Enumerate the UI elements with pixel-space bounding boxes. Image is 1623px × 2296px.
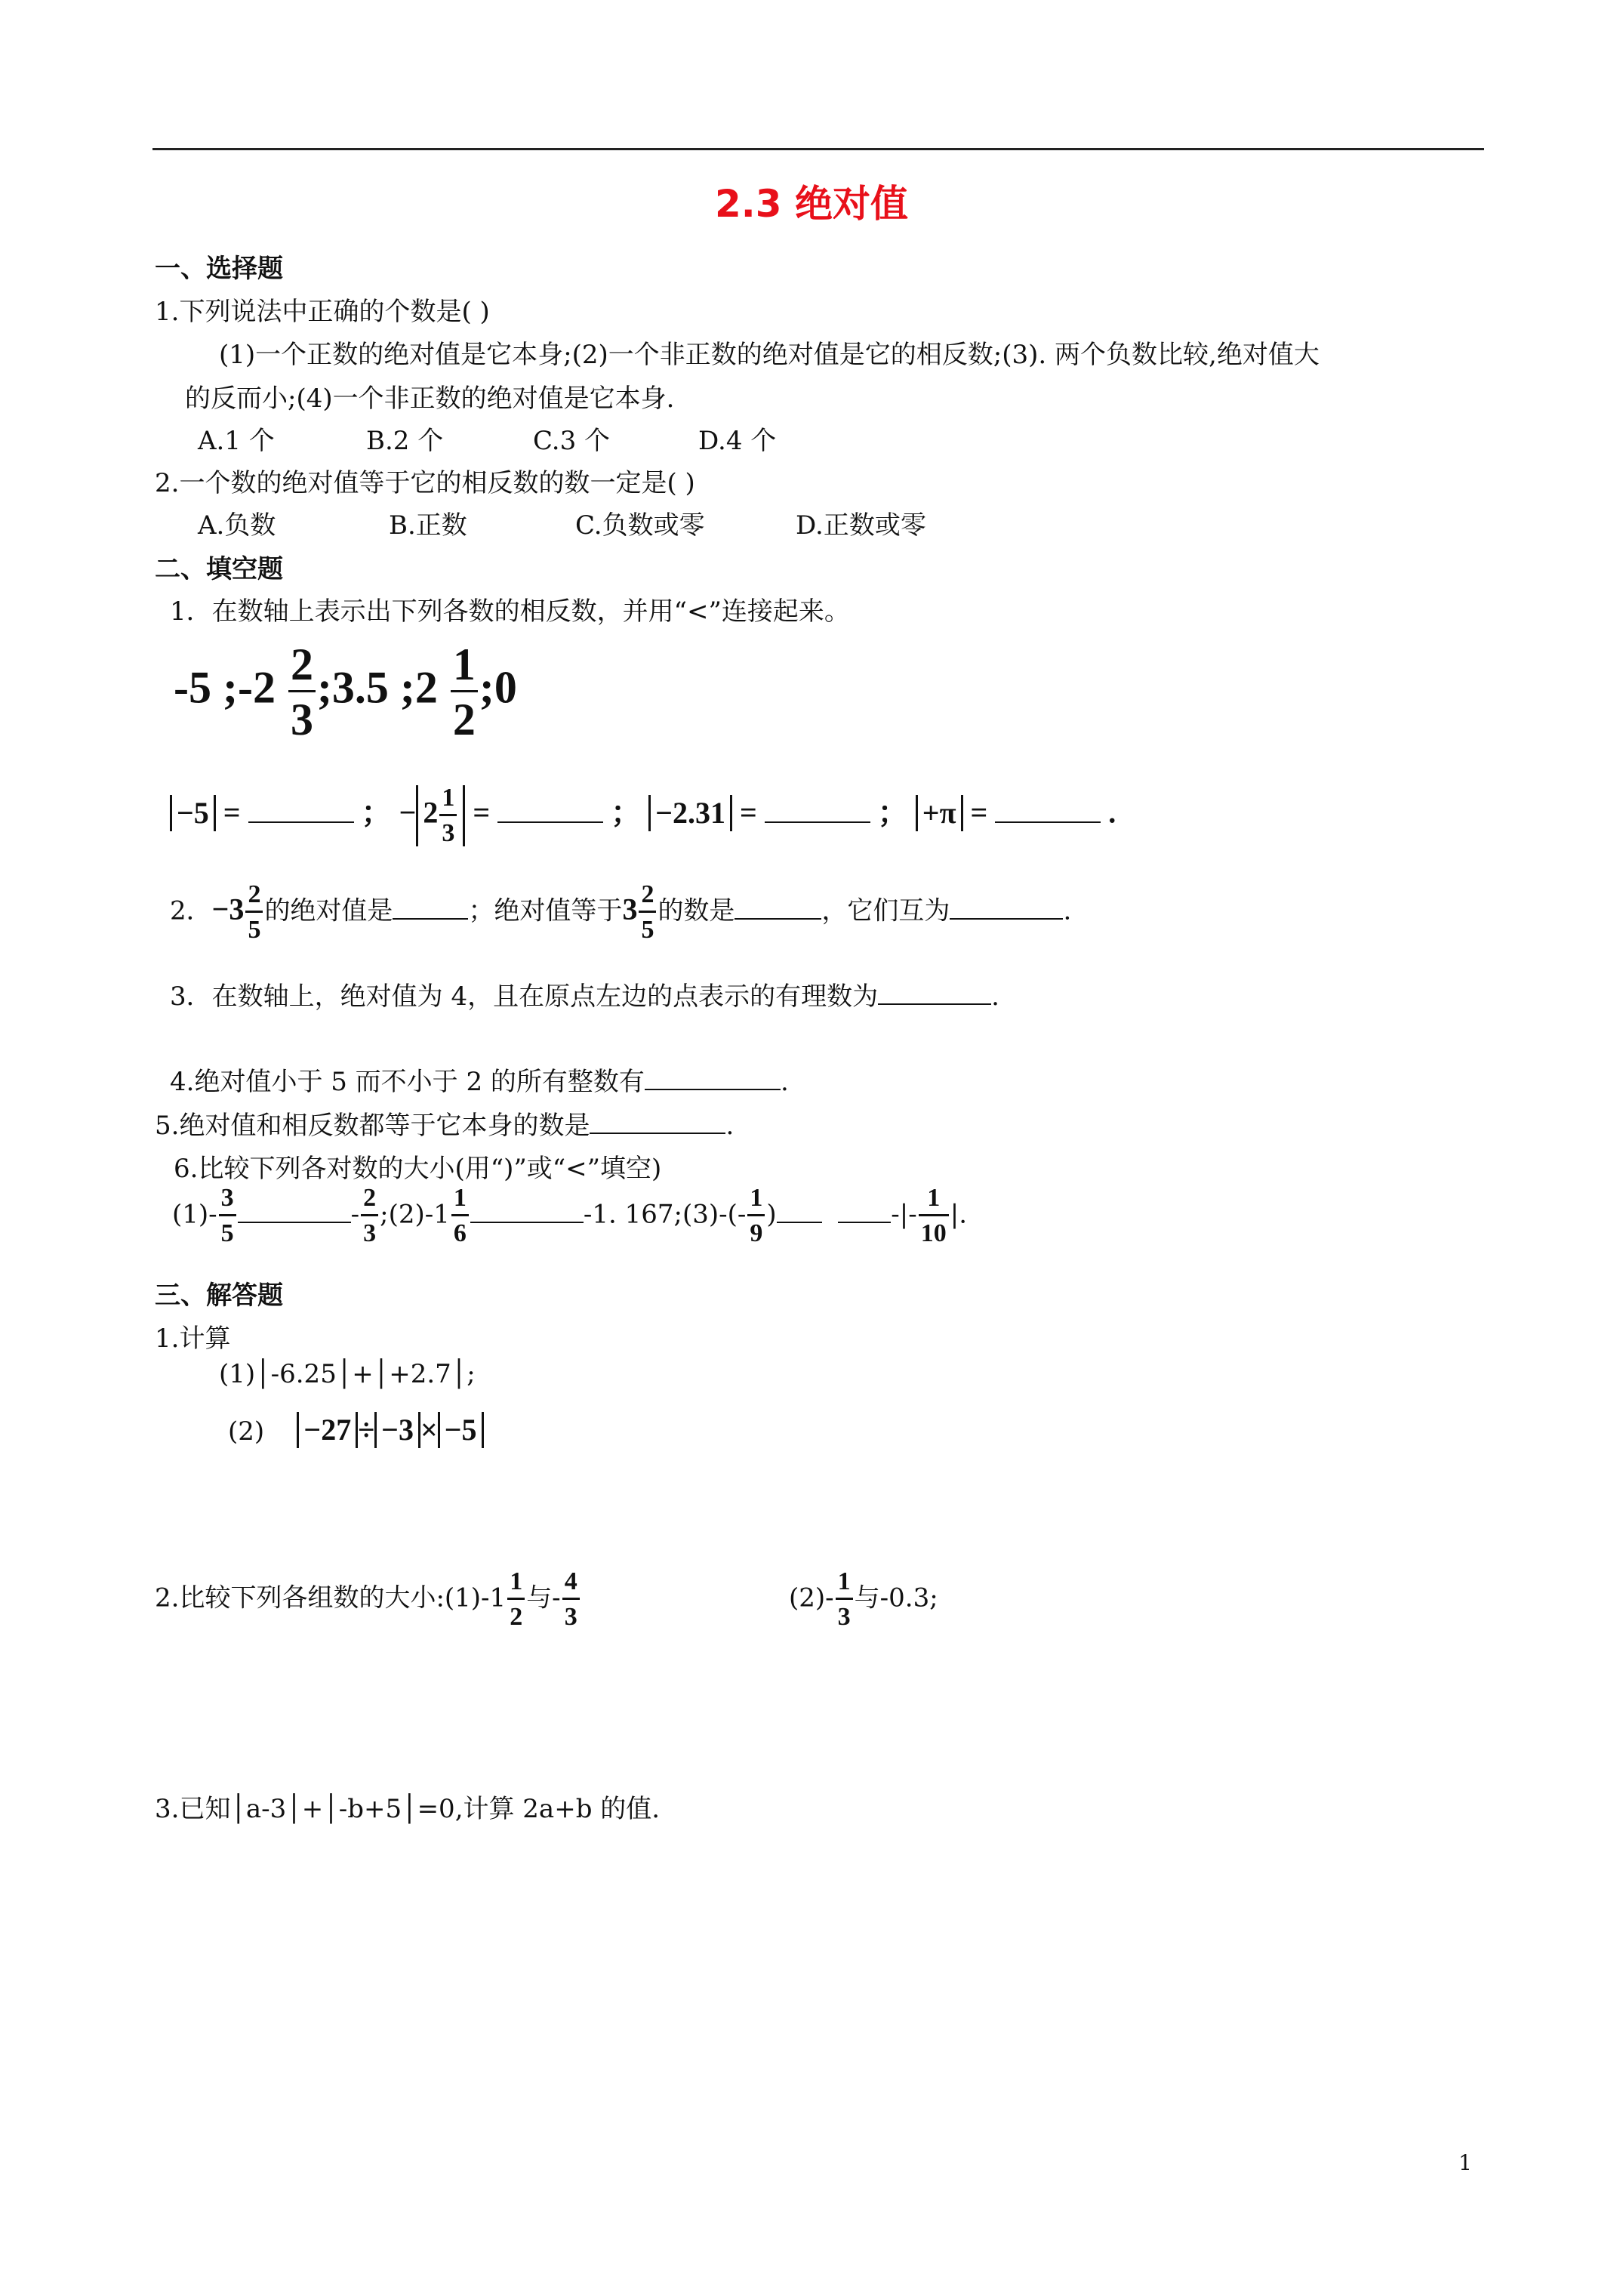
s2-pre: 2.比较下列各组数的大小:(1)-1: [155, 1583, 507, 1613]
f4-line: [170, 1061, 789, 1098]
f5-text: 5.绝对值和相反数都等于它本身的数是: [155, 1111, 590, 1141]
abs-blank-2: [497, 791, 603, 823]
f6-frac-b-num: 2: [361, 1185, 378, 1216]
abs-4: +π: [916, 795, 963, 831]
f5-blank: [590, 1107, 725, 1134]
q2-option-c: C.负数或零: [575, 510, 705, 541]
f1-stem: 1．在数轴上表示出下列各数的相反数，并用“<”连接起来。: [170, 596, 850, 627]
f6-frac-c: [451, 1185, 469, 1247]
abs-blank-3: [765, 791, 870, 823]
f6-blank-3a: [777, 1196, 822, 1223]
f1-num-2: ;3.5 ;2: [316, 662, 438, 713]
f2-frac-1: [245, 882, 263, 943]
q1-line2: 的反而小;(4)一个非正数的绝对值是它本身.: [185, 384, 675, 414]
s1-stem: 1.计算: [155, 1324, 231, 1354]
s2-part2: [789, 1569, 938, 1630]
s2-line: [155, 1569, 581, 1630]
f6-p2: ;(2)-1: [380, 1199, 450, 1230]
f6-frac-e-den: 10: [920, 1219, 947, 1247]
q1-option-b: B.2 个: [366, 426, 444, 456]
s2-frac-b: [562, 1569, 580, 1630]
q1-option-d: D.4 个: [698, 426, 777, 456]
f6-m2: -1. 167;(3)-(-: [583, 1199, 747, 1230]
f1-frac-2: [451, 639, 478, 744]
f6-frac-e: [919, 1185, 949, 1247]
f6-m3: ): [766, 1199, 777, 1230]
page-title: 2.3 绝对值: [715, 182, 908, 226]
q2-option-d: D.正数或零: [796, 510, 926, 541]
f3-blank: [878, 978, 991, 1005]
abs-eq-3: =: [739, 795, 757, 830]
f2-frac-2: [639, 882, 656, 943]
f6-frac-d: [747, 1185, 765, 1247]
q1-line1: (1)一个正数的绝对值是它本身;(2)一个非正数的绝对值是它的相反数;(3). 两个负数比较,绝对值大: [219, 340, 1320, 370]
page-number: 1: [1458, 2150, 1472, 2175]
s2-pre2: (2)-: [789, 1583, 834, 1613]
f2-blank-2: [735, 892, 821, 920]
abs-end: .: [1108, 795, 1116, 830]
f2-blank-3: [950, 892, 1063, 920]
f1-num-3: ;0: [479, 662, 517, 713]
s2-frac-c-den: 3: [837, 1603, 851, 1631]
f4-text: 4.绝对值小于 5 而不小于 2 的所有整数有: [170, 1067, 645, 1097]
s1-part1: (1)│-6.25│+│+2.7│;: [219, 1359, 476, 1389]
q1-option-a: A.1 个: [198, 426, 275, 456]
abs-neg: −: [399, 795, 417, 830]
section-fill: 二、填空题: [155, 554, 283, 584]
abs-blank-1: [248, 791, 354, 823]
f6-frac-e-num: 1: [919, 1185, 949, 1216]
f2-t4: ，它们互为: [821, 895, 950, 926]
f2-frac-2-num: 2: [639, 882, 656, 913]
f6-blank-3b: [838, 1196, 891, 1223]
f6-stem: 6.比较下列各对数的大小(用“)”或“<”填空): [174, 1154, 662, 1184]
abs-1: −5: [170, 795, 216, 831]
f1-frac-2-num: 1: [451, 642, 478, 692]
q2-option-b: B.正数: [389, 510, 467, 541]
s1-abs-3: −5: [438, 1412, 484, 1448]
f2-t3: 的数是: [658, 895, 735, 926]
s2-end: 与-0.3;: [854, 1583, 938, 1613]
f2-end: .: [1063, 895, 1072, 926]
s2-frac-b-den: 3: [564, 1603, 577, 1631]
s2-frac-a-num: 1: [507, 1569, 525, 1600]
s1-abs-2: −3: [374, 1412, 420, 1448]
f3-end: .: [991, 982, 999, 1012]
f1-frac-1-den: 3: [290, 695, 313, 744]
f1-numbers: [174, 639, 517, 744]
f6-frac-c-num: 1: [451, 1185, 469, 1216]
s1-mul: ×: [420, 1413, 438, 1447]
abs-eq-4: =: [970, 795, 988, 830]
q2-stem: 2.一个数的绝对值等于它的相反数的数一定是( ): [155, 468, 695, 498]
f6-blank-2: [470, 1196, 584, 1223]
abs-3: −2.31: [648, 795, 732, 831]
f2-t1: 的绝对值是: [264, 895, 393, 926]
f1-frac-1-num: 2: [288, 642, 316, 692]
s1-part2-expr: [297, 1413, 483, 1447]
f2-frac-2-den: 5: [641, 916, 654, 944]
f6-frac-a-den: 5: [220, 1219, 234, 1247]
f5-end: .: [725, 1111, 735, 1141]
f6-frac-a: [219, 1185, 236, 1247]
q1-stem: 1.下列说法中正确的个数是( ): [155, 297, 490, 327]
f2-frac-1-num: 2: [245, 882, 263, 913]
f1-frac-1: [288, 639, 316, 744]
s1-div: ÷: [358, 1413, 375, 1447]
f4-end: .: [780, 1067, 789, 1097]
s2-frac-c: [836, 1569, 853, 1630]
s2-frac-b-num: 4: [562, 1569, 580, 1600]
s2-mid: 与-: [526, 1583, 561, 1613]
section-answer: 三、解答题: [155, 1281, 283, 1311]
abs-eq-1: =: [223, 795, 241, 830]
abs-sep-2: ；: [611, 795, 642, 830]
s1-part2-label: (2): [228, 1416, 265, 1447]
f6-frac-d-num: 1: [747, 1185, 765, 1216]
f2-neg: −3: [211, 892, 245, 926]
f6-m1: -: [350, 1199, 360, 1230]
f1-num-1: -5 ;-2: [174, 662, 276, 713]
f6-row: [172, 1185, 967, 1247]
f5-line: [155, 1105, 734, 1142]
f6-frac-a-num: 3: [219, 1185, 236, 1216]
s2-frac-a-den: 2: [510, 1603, 523, 1631]
abs-row: [170, 785, 1116, 846]
f6-frac-b-den: 3: [363, 1219, 377, 1247]
f3-text: 3．在数轴上，绝对值为 4，且在原点左边的点表示的有理数为: [170, 982, 879, 1012]
s2-frac-c-num: 1: [836, 1569, 853, 1600]
f6-blank-1: [238, 1196, 351, 1223]
abs-blank-4: [995, 791, 1101, 823]
abs-2-frac: [439, 785, 457, 846]
f6-end: |.: [950, 1199, 967, 1230]
f2-whole-2: 3: [622, 892, 638, 926]
f4-blank: [645, 1063, 781, 1090]
f3-line: [170, 975, 999, 1012]
abs-sep-1: ；: [361, 795, 392, 830]
f2-blank-1: [393, 892, 468, 920]
f6-frac-c-den: 6: [453, 1219, 467, 1247]
f6-frac-b: [361, 1185, 378, 1247]
q1-option-c: C.3 个: [533, 426, 611, 456]
f2-pre: 2．: [170, 895, 212, 926]
section-choice: 一、选择题: [155, 254, 283, 284]
q2-option-a: A.负数: [198, 510, 276, 541]
s3-line: 3.已知│a-3│+│-b+5│=0,计算 2a+b 的值.: [155, 1794, 661, 1824]
abs-eq-2: =: [473, 795, 491, 830]
f6-m4: -|-: [891, 1199, 917, 1230]
s1-part2: [228, 1412, 484, 1448]
f2-t2: ；绝对值等于: [468, 895, 623, 926]
f2-line: [170, 882, 1071, 943]
s1-abs-1: −27: [297, 1412, 358, 1448]
abs-sep-3: ；: [877, 795, 908, 830]
abs-2-den: 3: [442, 819, 455, 847]
f6-frac-d-den: 9: [750, 1219, 763, 1247]
f6-p1: (1)-: [172, 1199, 217, 1230]
f1-frac-2-den: 2: [452, 695, 476, 744]
header-rule: [152, 148, 1484, 150]
abs-2-num: 1: [439, 785, 457, 816]
s2-frac-a: [507, 1569, 525, 1630]
abs-2: [416, 785, 465, 846]
f2-frac-1-den: 5: [248, 916, 261, 944]
abs-2-whole: 2: [423, 795, 439, 830]
